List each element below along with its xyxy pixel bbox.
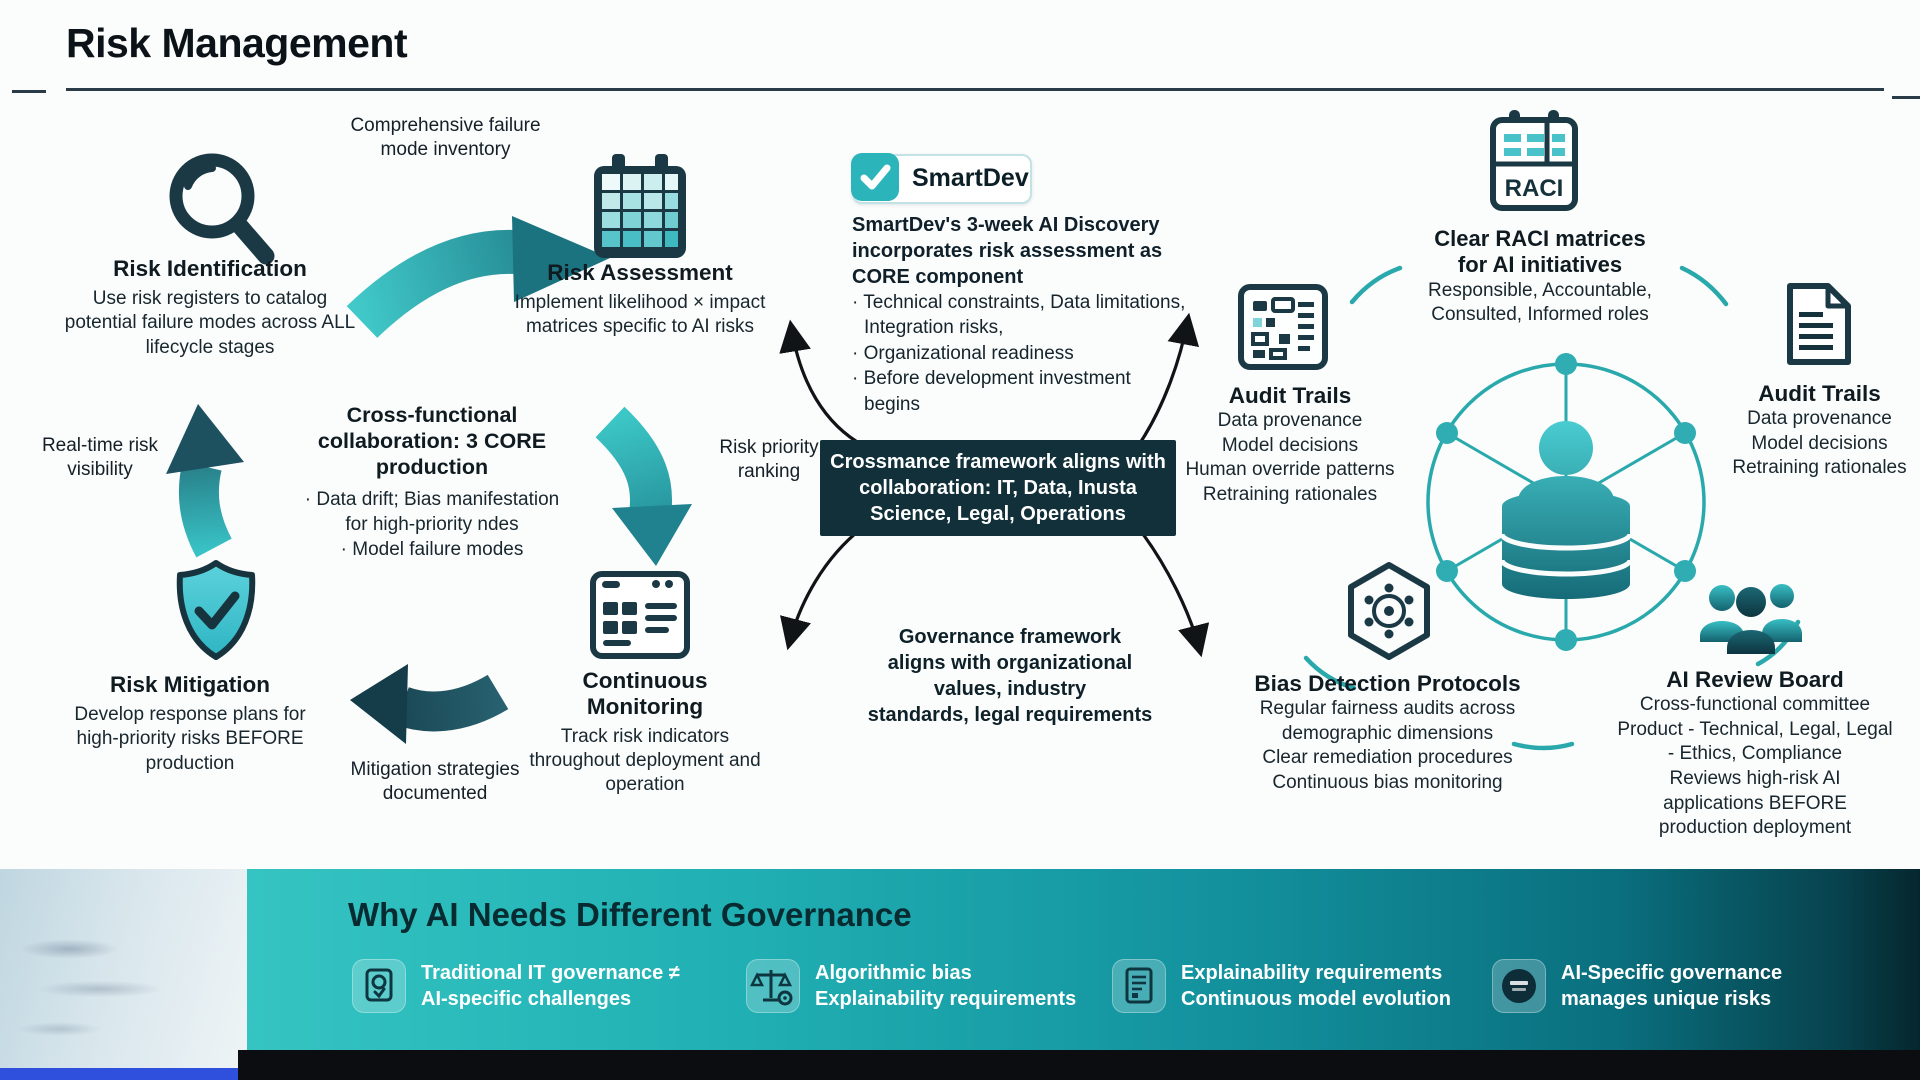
bias-line: demographic dimensions xyxy=(1281,722,1494,744)
audit-trails-left-block xyxy=(1150,382,1430,508)
governance-line: standards, legal requirements xyxy=(867,704,1153,726)
governance-line: Governance framework xyxy=(898,626,1122,648)
banner-item-text xyxy=(815,960,1076,1013)
node-continuous-monitoring xyxy=(525,668,765,798)
banner-title: Why AI Needs Different Governance xyxy=(348,896,912,933)
center-bullet: · Data drift; Bias manifestation xyxy=(292,487,572,512)
raci-title-line: Clear RACI matrices xyxy=(1434,226,1646,251)
banner-item-line: Traditional IT governance ≠ xyxy=(421,961,680,984)
review-board-people-icon xyxy=(1690,572,1808,660)
node-risk-mitigation xyxy=(70,672,310,776)
magnifier-icon xyxy=(160,146,278,272)
governance-line: aligns with organizational xyxy=(887,652,1133,674)
review-line: Product - Technical, Legal, Legal xyxy=(1617,718,1893,740)
node-title: Risk Mitigation xyxy=(109,672,270,697)
node-title: Risk Identification xyxy=(113,256,307,281)
bias-line: Regular fairness audits across xyxy=(1259,698,1516,719)
arrow-label-right: Risk priority ranking xyxy=(719,437,819,482)
banner-item-algorithmic-bias xyxy=(746,959,1076,1013)
review-line: production deployment xyxy=(1658,817,1852,839)
center-heading-line: collaboration: 3 CORE xyxy=(317,429,547,454)
bias-line: Continuous bias monitoring xyxy=(1272,772,1503,794)
review-line: Cross-functional committee xyxy=(1639,694,1871,715)
governance-banner xyxy=(247,869,1920,1050)
audit-title: Audit Trails xyxy=(1758,381,1881,406)
framework-dark-box xyxy=(820,440,1176,536)
banner-item-line: manages unique risks xyxy=(1561,988,1772,1010)
node-desc: Implement likelihood × impact matrices specific to AI risks xyxy=(514,291,766,338)
bullet-line: · Before development investment xyxy=(852,366,1197,391)
banner-item-ai-specific xyxy=(1492,959,1782,1013)
governance-note xyxy=(860,624,1160,728)
audit-trails-right-block xyxy=(1722,380,1917,481)
bottom-bar xyxy=(238,1050,1920,1080)
banner-item-line: AI-specific challenges xyxy=(421,988,632,1010)
audit-line: Model decisions xyxy=(1751,432,1888,454)
banner-item-line: Algorithmic bias xyxy=(815,961,972,984)
review-title: AI Review Board xyxy=(1666,667,1844,692)
bullet-line-cont: Integration risks, xyxy=(864,317,1004,339)
audit-title: Audit Trails xyxy=(1228,383,1352,408)
node-title: Continuous Monitoring xyxy=(582,668,708,719)
banner-item-line: Continuous model evolution xyxy=(1181,988,1451,1010)
audit-line: Data provenance xyxy=(1217,410,1363,431)
header-rule-left-tick xyxy=(12,90,46,93)
banner-item-text xyxy=(1561,960,1782,1013)
center-bullet-cont: for high-priority ndes xyxy=(345,513,519,535)
lead-line: SmartDev's 3-week AI Discovery xyxy=(852,214,1160,236)
bullet-line: · Organizational readiness xyxy=(852,341,1197,366)
node-risk-identification xyxy=(60,256,360,360)
ai-badge-icon xyxy=(1492,959,1546,1013)
lead-line: incorporates risk assessment as xyxy=(852,240,1163,262)
report-icon xyxy=(1112,959,1166,1013)
node-desc: Track risk indicators throughout deployment and operation xyxy=(529,725,761,796)
center-bullet: · Model failure modes xyxy=(292,537,572,562)
banner-item-line: Explainability requirements xyxy=(815,988,1077,1010)
review-line: - Ethics, Compliance xyxy=(1667,743,1843,765)
check-icon xyxy=(850,152,900,202)
dark-box-line: Science, Legal, Operations xyxy=(870,503,1126,525)
bias-detection-block xyxy=(1235,670,1540,796)
audit-line: Retraining rationales xyxy=(1202,484,1378,506)
audit-document-icon xyxy=(1782,280,1856,368)
audit-form-icon xyxy=(1236,282,1330,372)
header-rule-right-tick xyxy=(1892,96,1920,99)
audit-line: Model decisions xyxy=(1221,434,1359,456)
arrow-label-top: Comprehensive failure mode inventory xyxy=(350,115,541,160)
banner-item-text xyxy=(1181,960,1451,1013)
banner-item-line: Explainability requirements xyxy=(1181,961,1443,984)
raci-icon-label: RACI xyxy=(1504,175,1564,202)
bias-line: Clear remediation procedures xyxy=(1262,747,1513,769)
audit-line: Retraining rationales xyxy=(1732,457,1907,479)
raci-calendar-icon xyxy=(1489,108,1579,220)
banner-item-text xyxy=(421,960,680,1013)
raci-desc-line: Responsible, Accountable, xyxy=(1428,279,1652,301)
bullet-line-cont: begins xyxy=(864,393,920,415)
center-heading-line: production xyxy=(375,455,489,480)
banner-item-explainability xyxy=(1112,959,1451,1013)
scales-icon xyxy=(746,959,800,1013)
arrow-label-bottom: Mitigation strategies documented xyxy=(350,759,520,804)
review-line: applications BEFORE xyxy=(1663,792,1847,814)
monitoring-dashboard-icon xyxy=(590,570,690,662)
dark-box-line: collaboration: IT, Data, Inusta xyxy=(859,477,1137,499)
banner-item-traditional-governance xyxy=(352,959,680,1013)
audit-line: Data provenance xyxy=(1747,408,1892,429)
bullet-line: · Technical constraints, Data limitations, xyxy=(852,290,1197,315)
raci-block xyxy=(1395,226,1685,328)
audit-line: Human override patterns xyxy=(1185,459,1395,481)
bias-hexagon-icon xyxy=(1344,560,1434,662)
blurred-corner-region xyxy=(0,869,247,1068)
node-risk-assessment xyxy=(500,260,780,340)
raci-desc-line: Consulted, Informed roles xyxy=(1431,304,1649,326)
bias-title: Bias Detection Protocols xyxy=(1254,671,1521,696)
risk-matrix-icon xyxy=(592,152,688,260)
node-title: Risk Assessment xyxy=(547,260,733,285)
smartdev-badge-label: SmartDev xyxy=(912,164,1029,192)
center-heading-line: Cross-functional xyxy=(346,403,518,427)
dark-box-line: Crossmance framework aligns with xyxy=(830,451,1166,473)
smartdev-lead xyxy=(852,212,1182,290)
shield-check-icon xyxy=(168,558,264,664)
node-desc: Develop response plans for high-priority risks BEFORE production xyxy=(74,703,306,774)
cycle-center-note xyxy=(292,402,572,562)
certificate-icon xyxy=(352,959,406,1013)
node-desc: Use risk registers to catalog potential failure modes across ALL lifecycle stages xyxy=(64,287,356,358)
page-title: Risk Management xyxy=(66,20,408,66)
governance-line: values, industry xyxy=(933,678,1087,700)
bottom-blue-strip xyxy=(0,1068,238,1080)
review-line: Reviews high-risk AI xyxy=(1669,768,1841,790)
banner-item-line: AI-Specific governance xyxy=(1561,961,1783,984)
smartdev-bullets xyxy=(852,290,1197,417)
ai-review-board-block xyxy=(1605,666,1905,841)
header-rule xyxy=(66,88,1884,91)
arrow-label-left: Real-time risk visibility xyxy=(41,435,159,480)
raci-title-line: for AI initiatives xyxy=(1457,252,1623,278)
lead-line: CORE component xyxy=(852,266,1024,288)
